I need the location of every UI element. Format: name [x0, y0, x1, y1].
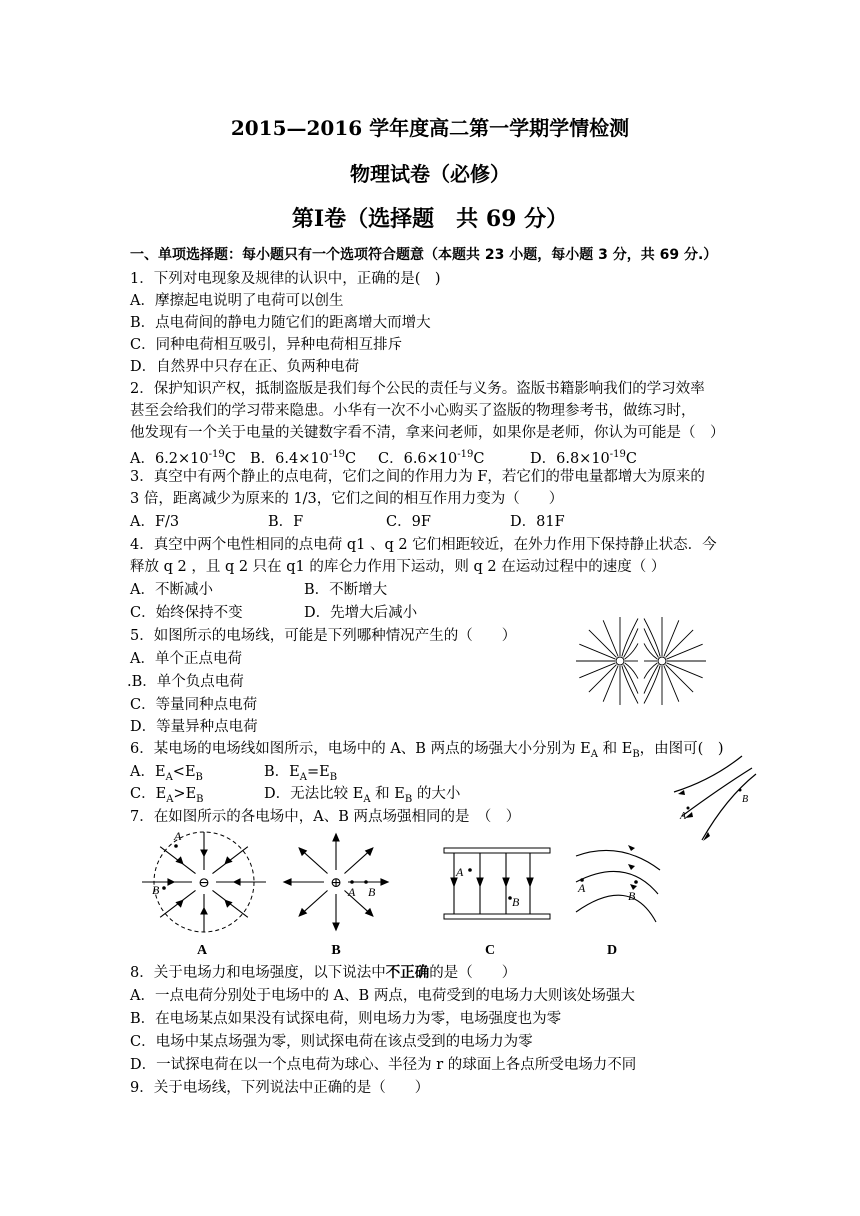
q4-option-c: C．始终保持不变: [130, 605, 243, 621]
fig-a-point-b: B: [152, 883, 160, 897]
q3-line-1: 3．真空中有两个静止的点电荷，它们之间的作用力为 F，若它们的带电量都增大为原来的: [130, 469, 705, 485]
q3-line-2: 3 倍，距离减少为原来的 1/3，它们之间的相互作用力变为（ ）: [130, 491, 564, 507]
q6-point-b-label: B: [742, 794, 749, 805]
q3-option-a: A．F/3: [130, 514, 180, 530]
q4-option-d: D．先增大后减小: [304, 605, 418, 621]
figure-b: [284, 834, 388, 958]
q1-stem: 1．下列对电现象及规律的认识中，正确的是( ): [130, 271, 441, 287]
q8-option-a: A．一点电荷分别处于电场中的 A、B 两点，电荷受到的电场力大则该处场强大: [130, 988, 635, 1004]
figure-a: [142, 829, 266, 958]
figure-d: [576, 845, 660, 958]
q2-option-b: B．$6.4\times 10^{-19}C$: [250, 449, 357, 467]
q2-line-1: 2．保护知识产权，抵制盗版是我们每个公民的责任与义务。盗版书籍影响我们的学习效率: [130, 381, 705, 397]
figure-c: [444, 848, 550, 958]
q2-option-c: C．$6.6\times 10^{-19}C$: [378, 449, 485, 467]
q8-option-b: B．在电场某点如果没有试探电荷，则电场力为零，电场强度也为零: [130, 1011, 562, 1027]
q5-stem: 5．如图所示的电场线，可能是下列哪种情况产生的（ ）: [130, 628, 517, 644]
q2-line-2: 甚至会给我们的学习带来隐患。小华有一次不小心购买了盗版的物理参考书，做练习时，: [130, 403, 696, 419]
q5-option-b: .B．单个负点电荷: [127, 674, 244, 690]
fig-c-point-a: A: [456, 865, 464, 879]
q2-option-d: D．$6.8\times 10^{-19}C$: [530, 449, 638, 467]
q4-line-1: 4．真空中两个电性相同的点电荷 q1 、q 2 它们相距较近，在外力作用下保持静止状态．今: [130, 537, 717, 553]
q1-option-c: C．同种电荷相互吸引，异种电荷相互排斥: [130, 337, 403, 353]
field-figures-abcd: [130, 826, 670, 960]
q5-option-d: D．等量异种点电荷: [130, 719, 258, 735]
q6-option-b: B．$E_A=E_B$: [264, 764, 338, 783]
q9-stem: 9．关于电场线，下列说法中正确的是（ ）: [130, 1080, 430, 1096]
q3-option-b: B．F: [268, 514, 304, 530]
fig-d-point-a: A: [578, 881, 586, 895]
q6-option-c: C．$E_A>E_B$: [130, 786, 204, 805]
curved-field-lines-figure: [672, 752, 760, 846]
part-title: 第Ⅰ卷（选择题 共 69 分）: [291, 206, 569, 232]
fig-a-label: A: [196, 943, 208, 958]
fig-b-label: B: [331, 943, 341, 958]
exam-title: 2015—2016 学年度高二第一学期学情检测: [230, 116, 630, 140]
q6-point-a-label: A: [680, 811, 687, 822]
fig-a-point-a: A: [174, 829, 182, 843]
section-heading: 一、单项选择题：每小题只有一个选项符合题意（本题共 23 小题，每小题 3 分，共 69 分.）: [130, 247, 718, 263]
fig-b-point-b: B: [368, 885, 376, 899]
q6-option-d: D．无法比较 $E_A$ 和 $E_B$ 的大小: [264, 786, 461, 805]
q5-option-a: A．单个正点电荷: [130, 651, 242, 667]
field-lines-figure: [568, 612, 714, 710]
fig-b-point-a: A: [348, 885, 356, 899]
q6-stem: 6．某电场的电场线如图所示，电场中的 A、B 两点的场强大小分别为 $E_A$ 和 $E_B$，由图可( ): [130, 741, 724, 760]
q1-option-b: B．点电荷间的静电力随它们的距离增大而增大: [130, 315, 431, 331]
q8-stem: 8．关于电场力和电场强度，以下说法中不正确的是（ ）: [130, 964, 517, 981]
positive-charge-symbol: ⊕: [330, 876, 342, 891]
q6-option-a: A．$E_A<E_B$: [130, 764, 203, 783]
q8-option-c: C．电场中某点场强为零，则试探电荷在该点受到的电场力为零: [130, 1034, 533, 1050]
q8-option-d: D．一试探电荷在以一个点电荷为球心、半径为 r 的球面上各点所受电场力不同: [130, 1057, 637, 1073]
exam-subtitle: 物理试卷（必修）: [350, 162, 510, 186]
q3-option-c: C．9F: [386, 514, 431, 530]
negative-charge-symbol: ⊖: [198, 876, 210, 891]
fig-d-label: D: [606, 943, 618, 958]
q5-option-c: C．等量同种点电荷: [130, 697, 258, 713]
q1-option-a: A．摩擦起电说明了电荷可以创生: [130, 293, 344, 309]
q4-option-b: B．不断增大: [304, 582, 388, 598]
q4-line-2: 释放 q 2 ，且 q 2 只在 q1 的库仑力作用下运动，则 q 2 在运动过程中的速度（ ）: [130, 559, 666, 575]
fig-d-point-b: B: [628, 889, 636, 903]
q7-stem: 7．在如图所示的各电场中，A、B 两点场强相同的是 （ ）: [130, 809, 521, 825]
q3-option-d: D．81F: [510, 514, 565, 530]
q2-option-a: A．$6.2\times 10^{-19}C$: [130, 449, 236, 467]
q1-option-d: D．自然界中只存在正、负两种电荷: [130, 359, 360, 375]
fig-c-label: C: [484, 943, 496, 958]
q4-option-a: A．不断减小: [130, 582, 213, 598]
q2-line-3: 他发现有一个关于电量的关键数字看不清，拿来问老师，如果你是老师，你认为可能是（ ）: [130, 425, 725, 441]
fig-c-point-b: B: [512, 895, 520, 909]
